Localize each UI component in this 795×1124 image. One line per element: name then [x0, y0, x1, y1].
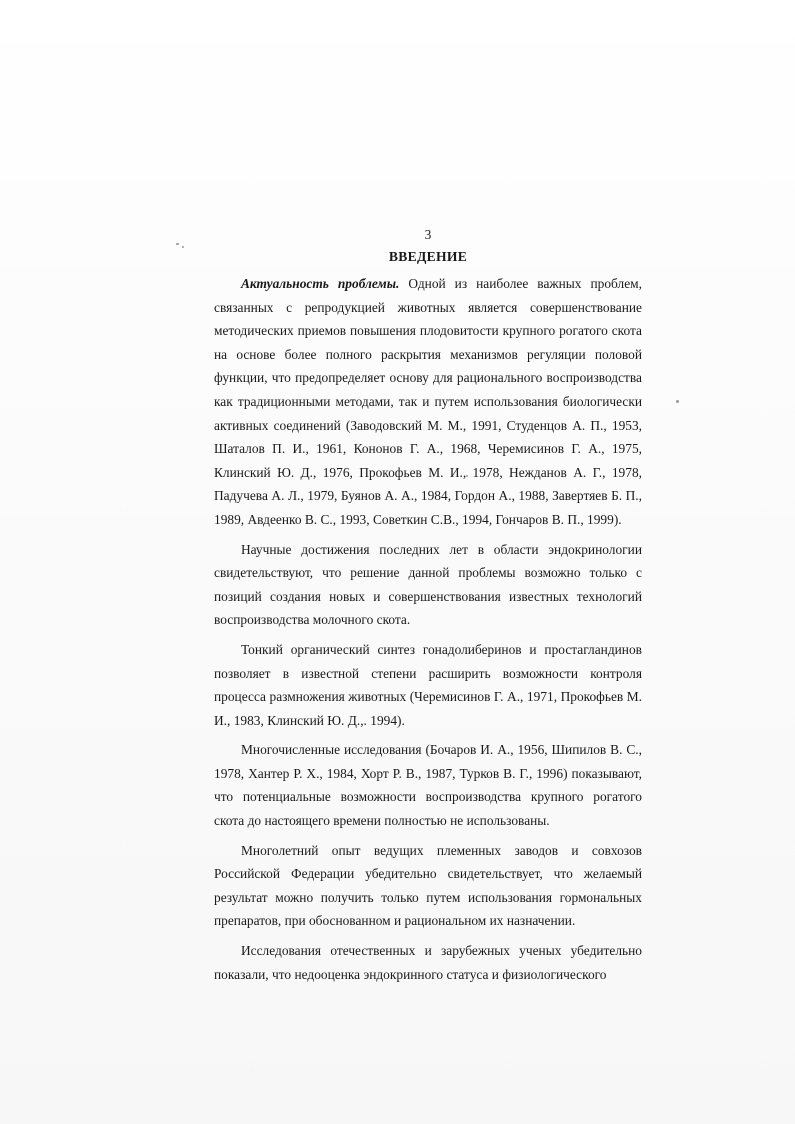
document-body — [214, 226, 642, 986]
page-title: ВВЕДЕНИЕ — [388, 249, 468, 264]
scan-speck — [676, 400, 679, 403]
paragraph-lead: Актуальность проблемы. — [241, 276, 400, 291]
paragraph: Исследования отечественных и зарубежных ученых убедительно показали, что недооценка эндокринного статуса и физиологического — [214, 943, 642, 982]
scan-speck — [176, 243, 179, 245]
paragraph — [214, 272, 642, 532]
paragraph: Тонкий органический синтез гонадолиберинов и простагландинов позволяет в известной степени расширить возможности контроля процесса размножения животных (Черемисинов Г. А., 1971, Прокофьев М. И., 1983, Клинский Ю. Д.,. 1994). — [214, 641, 642, 728]
paragraph: Научные достижения последних лет в области эндокринологии свидетельствуют, что решение данной проблемы возможно только с позиций создания новых и совершенствования известных технологий воспроизводства молочного скота. — [214, 541, 642, 628]
scan-speck — [182, 246, 184, 248]
paragraph: Многочисленные исследования (Бочаров И. А., 1956, Шипилов В. С., 1978, Хантер Р. Х., 1984, Хорт Р. В., 1987, Турков В. Г., 1996) показывают, что потенциальные возможности воспроизводства крупного рогатого скота до настоящего времени полностью не использованы. — [214, 742, 642, 829]
page-number: 3 — [424, 227, 432, 242]
paragraph: Многолетний опыт ведущих племенных заводов и совхозов Российской Федерации убедительно свидетельствует, что желаемый результат можно получить только путем использования гормональных препаратов, при обоснованном и рациональном их назначении. — [214, 842, 642, 929]
paragraph-text: Одной из наиболее важных проблем, связанных с репродукцией животных является совершенствование методических приемов повышения плодовитости крупного рогатого скота на основе более полного раскрытия механизмов регуляции половой функции, что предопределяет основу для рационального воспроизводства как традиционными методами, так и путем использования биологически активных соединений (Заводовский М. М., 1991, Студенцов А. П., 1953, Шаталов П. И., 1961, Кононов Г. А., 1968, Черемисинов Г. А., 1975, Клинский Ю. Д., 1976, Прокофьев М. И., 1978, Нежданов А. Г., 1978, Падучева А. Л., 1979, Буянов А. А., 1984, Гордон А., 1988, Завертяев Б. П., 1989, Авдеенко В. С., 1993, Советкин С.В., 1994, Гончаров В. П., 1999). — [214, 276, 642, 527]
